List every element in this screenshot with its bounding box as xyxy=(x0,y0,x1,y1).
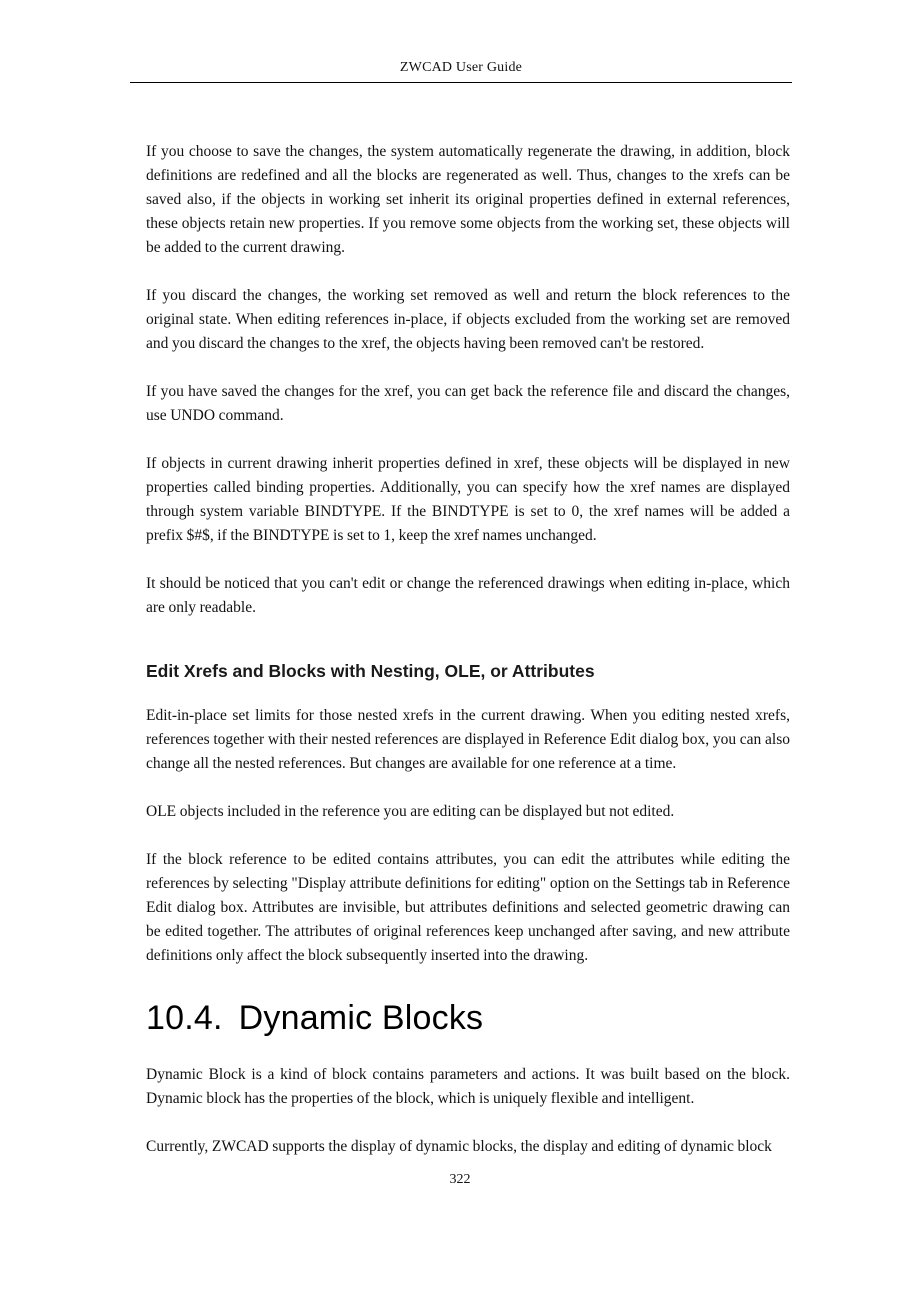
paragraph: Currently, ZWCAD supports the display of dynamic blocks, the display and editing of dynamic block xyxy=(146,1138,772,1155)
paragraph: Edit-in-place set limits for those nested xrefs in the current drawing. When you editing nested xrefs, references together with their nested references are displayed in Reference Edit dialog box, you can also change all the nested references. But changes are available for one reference at a time. xyxy=(146,707,790,772)
section-heading-number: 10.4. xyxy=(146,999,223,1037)
subsection-heading: Edit Xrefs and Blocks with Nesting, OLE, or Attributes xyxy=(146,661,595,681)
header-title: ZWCAD User Guide xyxy=(399,60,523,75)
paragraph: It should be noticed that you can't edit or change the referenced drawings when editing in-place, which are only readable. xyxy=(146,575,790,616)
paragraph: If you discard the changes, the working set removed as well and return the block references to the original state. When editing references in-place, if objects excluded from the working set are removed and you discard the changes to the xref, the objects having been removed can't be restored. xyxy=(146,287,790,352)
paragraph: If the block reference to be edited contains attributes, you can edit the attributes while editing the references by selecting "Display attribute definitions for editing" option on the Settings tab in Reference Edit dialog box. Attributes are invisible, but attributes definitions and selected geometric drawing can be edited together. The attributes of original references keep unchanged after saving, and new attribute definitions only affect the block subsequently inserted into the drawing. xyxy=(146,851,790,964)
page-content xyxy=(146,140,790,1183)
paragraph: If objects in current drawing inherit properties defined in xref, these objects will be displayed in new properties called binding properties. Additionally, you can specify how the xref names are displayed through system variable BINDTYPE. If the BINDTYPE is set to 0, the xref names will be added a prefix $#$, if the BINDTYPE is set to 1, keep the xref names unchanged. xyxy=(146,455,790,544)
paragraph: OLE objects included in the reference you are editing can be displayed but not edited. xyxy=(146,803,675,820)
header-rule xyxy=(130,82,792,83)
paragraph: If you have saved the changes for the xref, you can get back the reference file and discard the changes, use UNDO command. xyxy=(146,383,790,424)
section-heading xyxy=(146,998,790,1039)
page-header xyxy=(130,60,792,83)
section-heading-title: Dynamic Blocks xyxy=(238,999,484,1037)
page-number: 322 xyxy=(449,1172,471,1187)
paragraph: Dynamic Block is a kind of block contains parameters and actions. It was built based on the block. Dynamic block has the properties of the block, which is uniquely flexible and intelligent. xyxy=(146,1066,790,1107)
paragraph: If you choose to save the changes, the system automatically regenerate the drawing, in addition, block definitions are redefined and all the blocks are regenerated as well. Thus, changes to the xrefs can be saved also, if the objects in working set inherit its original properties defined in external references, these objects retain new properties. If you remove some objects from the working set, these objects will be added to the current drawing. xyxy=(146,143,790,256)
